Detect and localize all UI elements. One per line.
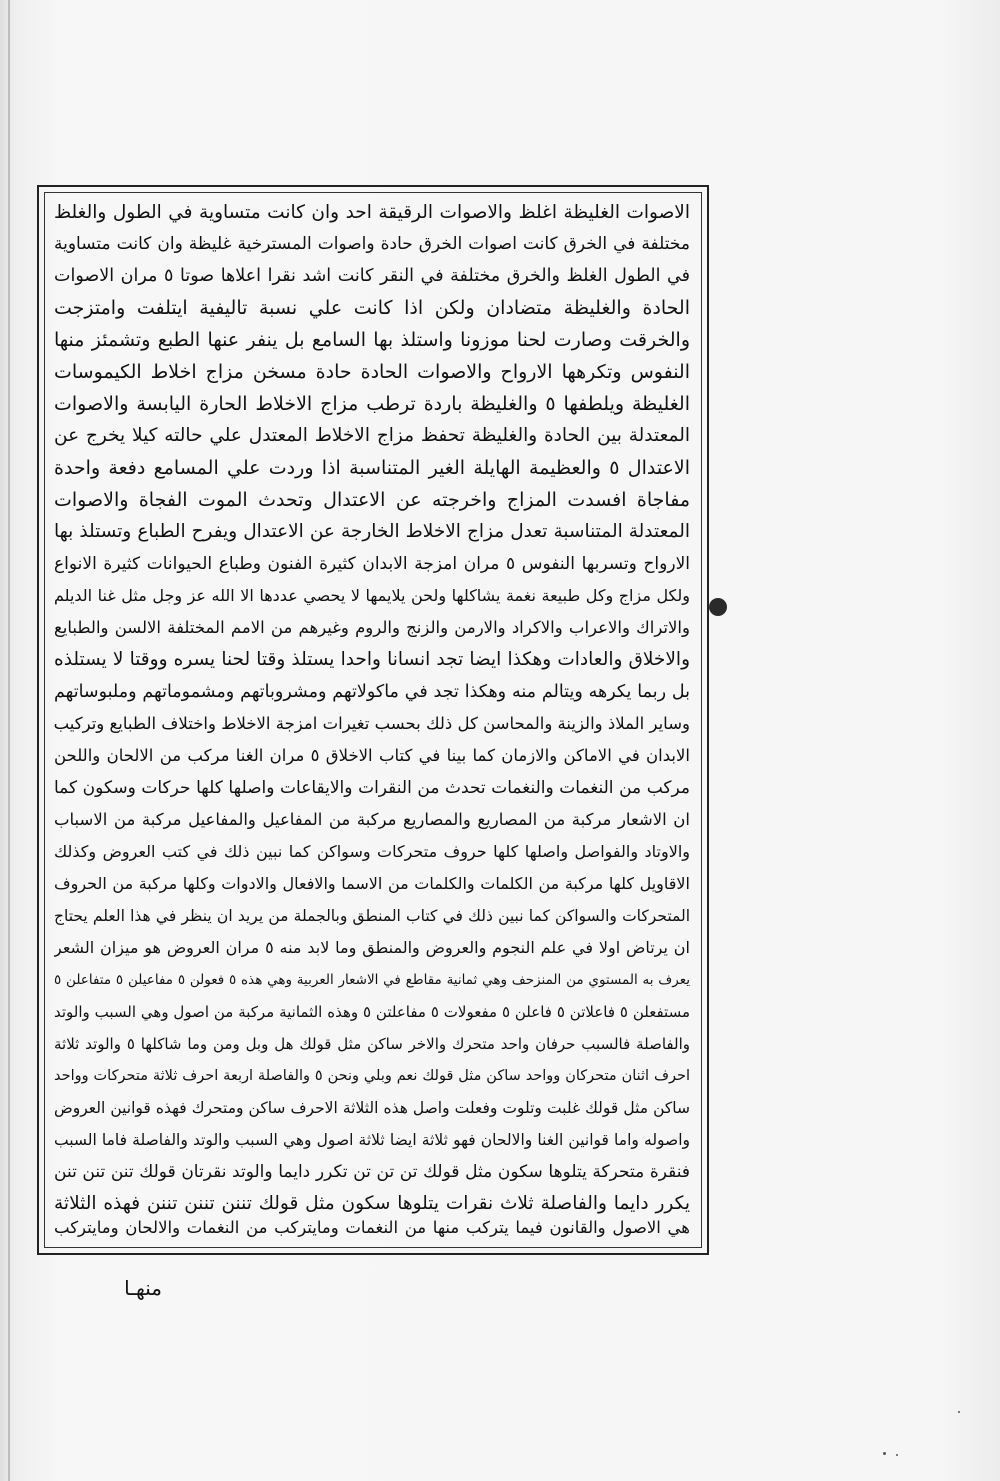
text-line: الارواح وتسربها النفوس ٥ مران امزجة الابدان كثيرة الفنون وطباع الحيوانات كثيرة الانواع bbox=[54, 554, 690, 574]
text-line: والاوتاد والفواصل واصلها كلها حروف متحركات وسواكن كما نبين ذلك في كتب العروض وكذلك bbox=[54, 842, 690, 861]
binding-gutter bbox=[8, 0, 10, 1481]
text-line: احرف اثنان متحركان وواحد ساكن مثل قولك نعم وبلي ونحن ٥ والفاصلة اربعة احرف ثلاثة متحركات وواحد bbox=[54, 1068, 690, 1084]
text-line: والاتراك والاعراب والاكراد والارمن والزنج والروم وغيرهم من الامم المختلفة الالسن والطبايع bbox=[54, 618, 690, 637]
text-line: مركب من النغمات والنغمات تحدث من النقرات والايقاعات واصلها كلها حركات وسكون كما bbox=[54, 778, 690, 798]
text-line: المتحركات والسواكن كما نبين ذلك في كتاب المنطق وبالجملة من يريد ان ينظر في هذا العلم يحتاج bbox=[54, 907, 690, 925]
text-line: بل ربما يكرهه ويتالم منه وهكذا تجد في ماكولاتهم ومشروباتهم ومشموماتهم وملبوساتهم bbox=[54, 682, 690, 702]
text-line: واصوله واما قوانين الغنا والالحان فهو ثلاثة ايضا ثلاثة اصول وهي السبب والوتد والفاصلة فاما السبب bbox=[54, 1131, 690, 1149]
text-line: ان يرتاض اولا في علم النجوم والعروض والمنطق وما لابد منه ٥ مران العروض هو ميزان الشعر bbox=[54, 938, 690, 957]
text-line: يكرر دايما والفاصلة ثلاث نقرات يتلوها سكون مثل قولك تننن تننن تننن فهذه الثلاثة bbox=[54, 1193, 690, 1214]
text-line: في الطول الغلظ والخرق مختلفة في النقر كانت اشد نقرا اعلاها صوتا ٥ مران الاصوات bbox=[54, 266, 690, 286]
ink-blot bbox=[709, 598, 727, 616]
text-line: الحادة والغليظة متضادان ولكن اذا كانت علي نسبة تاليفية ايتلفت وامتزجت bbox=[54, 297, 690, 319]
manuscript-text-block bbox=[48, 196, 696, 1244]
text-line: الاصوات الغليظة اغلظ والاصوات الرقيقة احد وان كانت متساوية في الطول والغلظ bbox=[54, 202, 690, 223]
text-line: الاقاويل كلها مركبة من الكلمات والكلمات من الاسما والافعال والادوات وكلها مركبة من الحروف bbox=[54, 874, 690, 893]
text-line: مفاجاة افسدت المزاج واخرجته عن الاعتدال وتحدث الموت الفجاة والاصوات bbox=[54, 489, 690, 511]
text-line: ان الاشعار مركبة من المصاريع والمصاريع مركبة من المفاعيل والمفاعيل مركبة من الاسباب bbox=[54, 810, 690, 829]
text-line: وساير الملاذ والزينة والمحاسن كل ذلك بحسب تغيرات امزجة الاخلاط واختلاف الطبايع وتركيب bbox=[54, 714, 690, 733]
text-line: مستفعلن ٥ فاعلاتن ٥ فاعلن ٥ مفعولات ٥ مفاعلتن ٥ وهذه الثمانية مركبة من اصول وهي السبب والوتد bbox=[54, 1003, 690, 1021]
text-line: الاعتدال ٥ والعظيمة الهايلة الغير المتناسبة اذا وردت علي المسامع دفعة واحدة bbox=[54, 457, 690, 479]
text-line: والخرقت وصارت لحنا موزونا واستلذ بها السامع بل ينفر عنها الطبع وتشمئز منها bbox=[54, 329, 690, 351]
text-line: الابدان في الاماكن والازمان كما بينا في كتاب الاخلاق ٥ مران الغنا مركب من الالحان واللحن bbox=[54, 746, 690, 765]
paper-speck bbox=[896, 1454, 898, 1456]
paper-speck bbox=[883, 1452, 886, 1455]
paper-speck bbox=[958, 1411, 960, 1413]
text-line: هي الاصول والقانون فيما يتركب منها من النغمات ومايتركب من النغمات والالحان ومايتركب bbox=[54, 1218, 690, 1237]
text-line: والفاصلة فالسبب حرفان واحد متحرك والاخر ساكن مثل قولك هل وبل ومن وما شاكلها ٥ والوتد ثلاثة bbox=[54, 1035, 690, 1053]
text-line: والاخلاق والعادات وهكذا ايضا تجد انسانا واحدا يستلذ وقتا لحنا يسره ووقتا لا يستلذه bbox=[54, 649, 690, 670]
text-line: المعتدلة المتناسبة تعدل مزاج الاخلاط الخارجة عن الاعتدال ويفرح الطباع وتستلذ بها bbox=[54, 521, 690, 542]
text-line: مختلفة في الخرق كانت اصوات الخرق حادة واصوات المسترخية غليظة وان كانت متساوية bbox=[54, 234, 690, 254]
text-line: فنقرة متحركة يتلوها سكون مثل قولك تن تن تن تكرر دايما والوتد نقرتان قولك تنن تنن تنن bbox=[54, 1162, 690, 1182]
text-line: النفوس وتكرهها الارواح والاصوات الحادة حادة مسخن مزاج اخلاط الكيموسات bbox=[54, 361, 690, 383]
text-line: المعتدلة بين الحادة والغليظة تحفظ مزاج الاخلاط المعتدل علي حالته كيلا يخرج عن bbox=[54, 425, 690, 446]
text-line: ساكن مثل قولك غلبت وتلوت وفعلت واصل هذه الثلاثة الاحرف ساكن ومتحرك فهذه قوانين العروض bbox=[54, 1099, 690, 1117]
text-line: الغليظة ويلطفها ٥ والغليظة باردة ترطب مزاج الاخلاط الحارة اليابسة والاصوات bbox=[54, 393, 690, 415]
catchword: منهـا bbox=[124, 1276, 162, 1300]
text-line: يعرف به المستوي من المنزحف وهي ثمانية مقاطع في الاشعار العربية وهي هذه ٥ فعولن ٥ مفاعيلن ٥ متفاعلن ٥ bbox=[54, 972, 690, 988]
text-line: ولكل مزاج وكل طبيعة نغمة يشاكلها ولحن يلايمها لا يحصي عددها الا الله عز وجل مثل غنا الديلم bbox=[54, 586, 690, 605]
